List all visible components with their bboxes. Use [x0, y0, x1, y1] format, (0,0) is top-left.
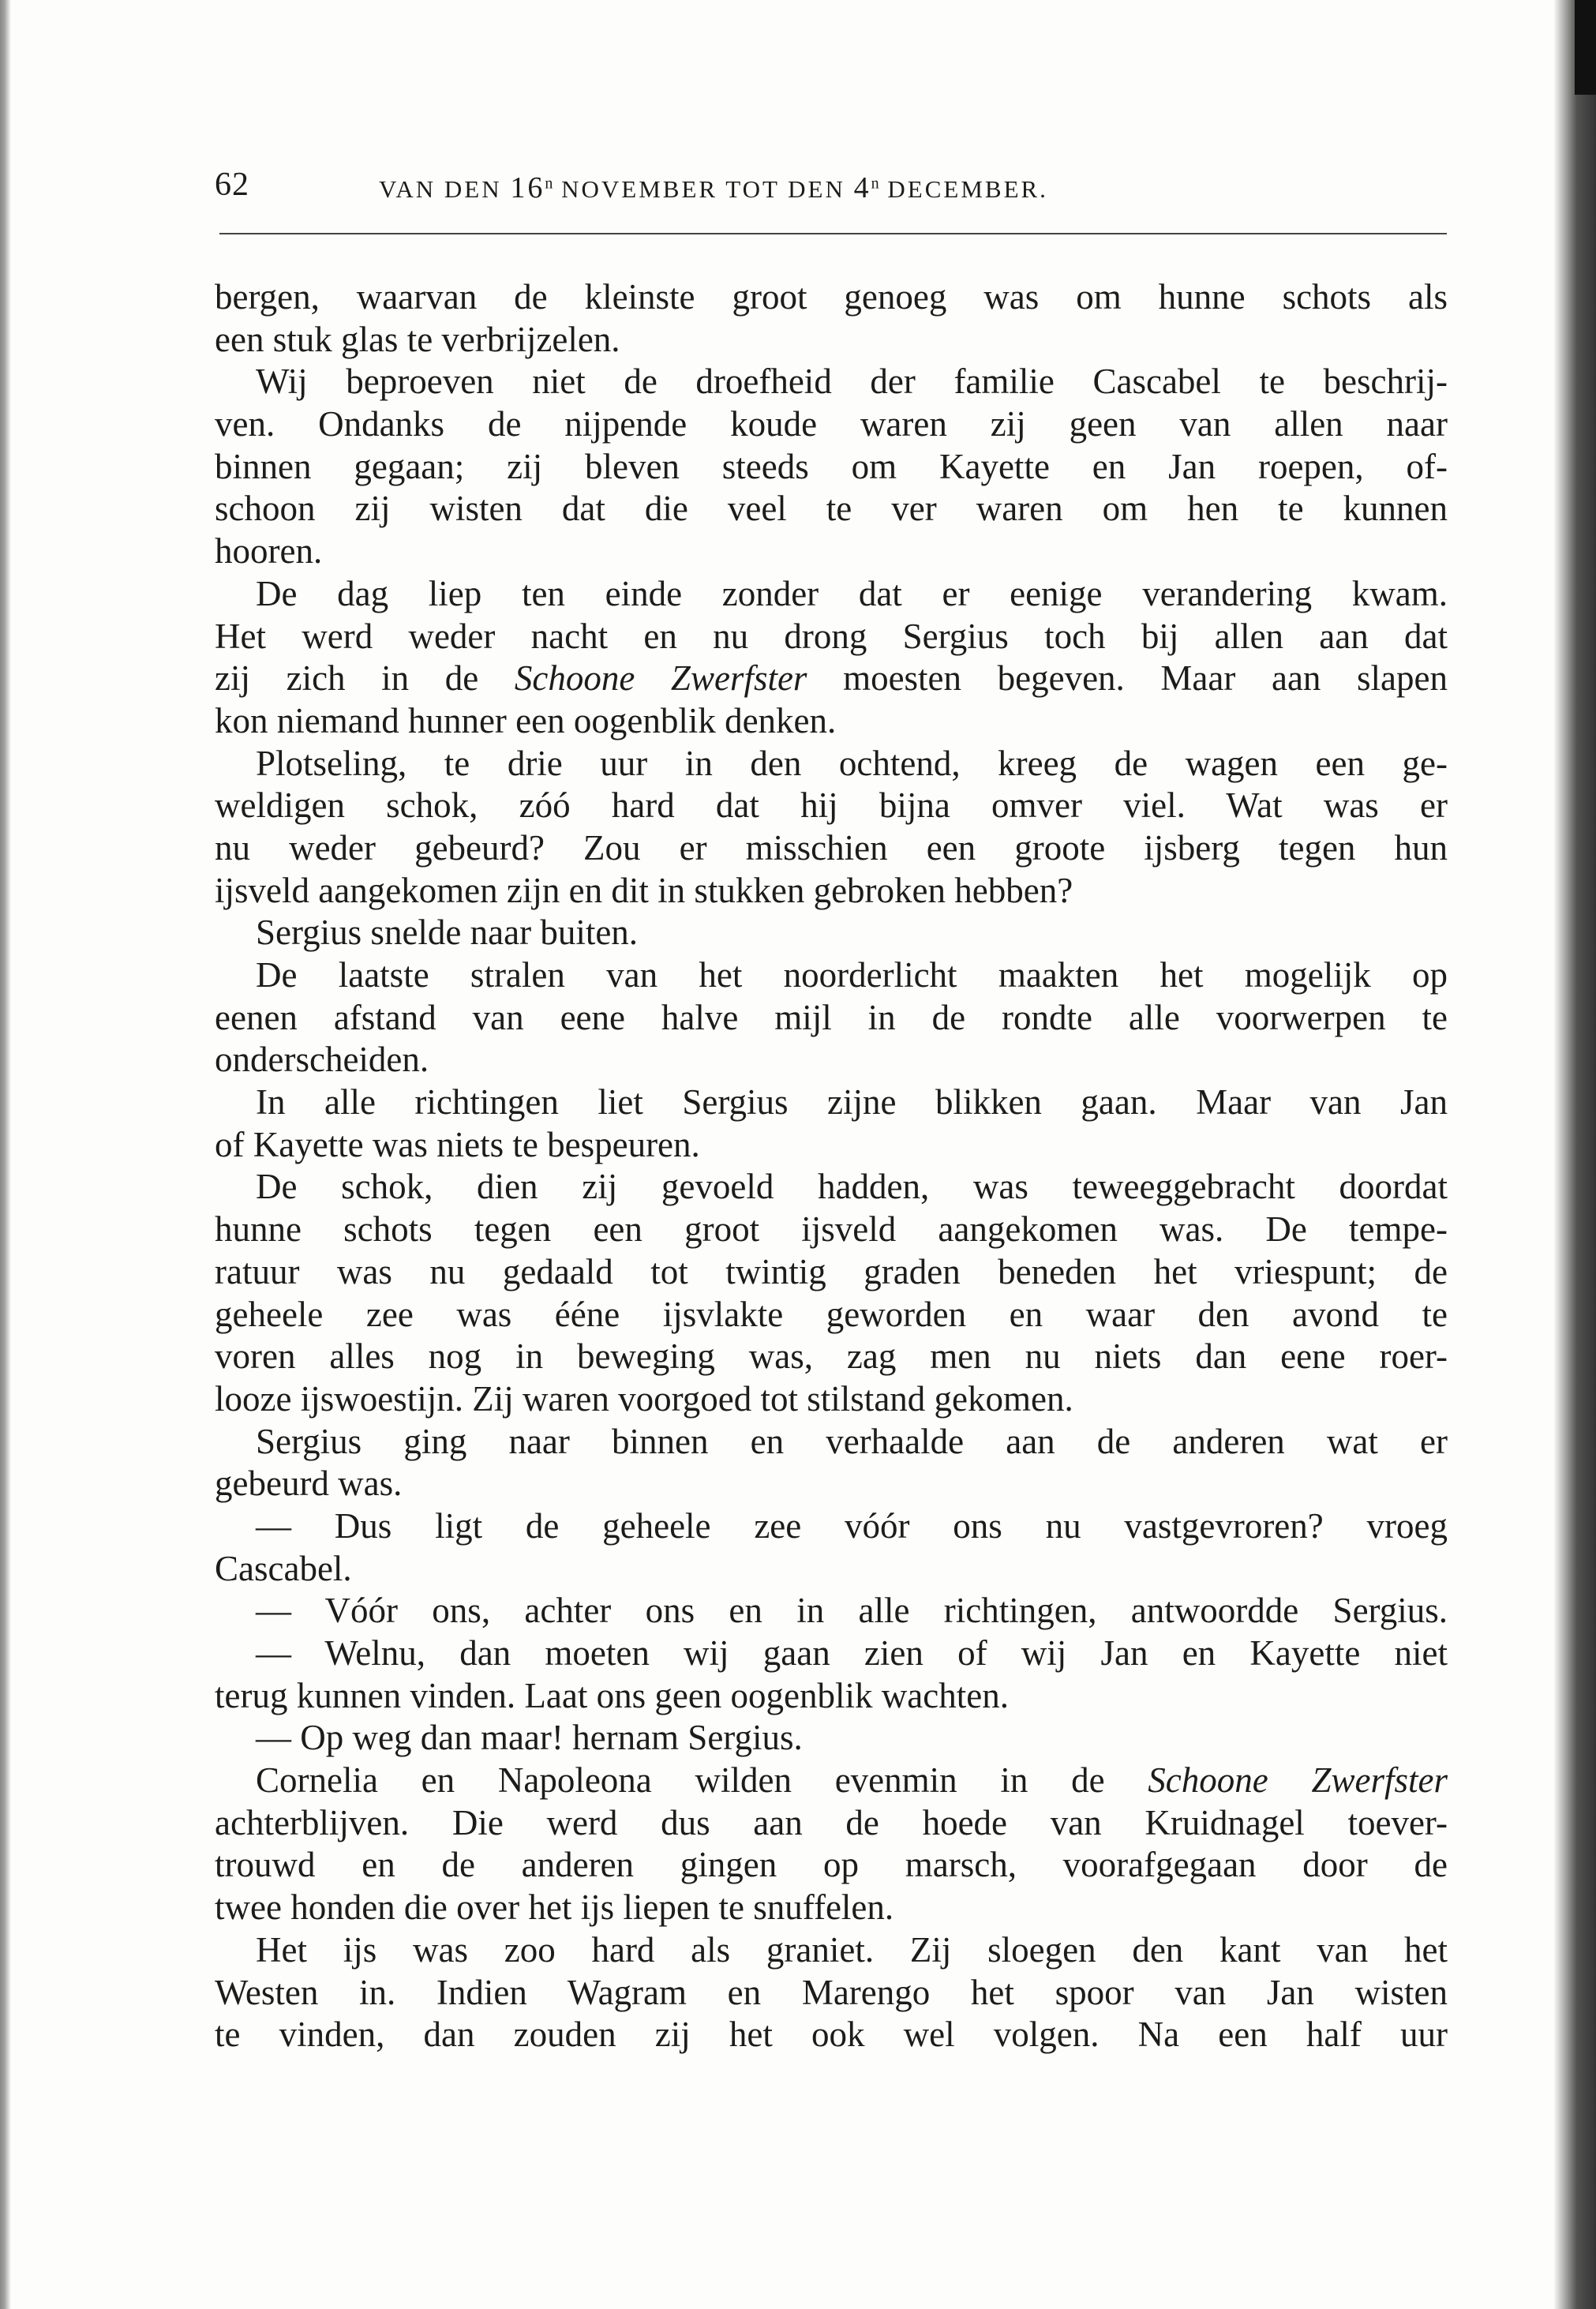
text-line: nu weder gebeurd? Zou er misschien een groote ijsberg tegen hun: [215, 827, 1448, 868]
text-line: bergen, waarvan de kleinste groot genoeg was om hunne schots als: [215, 277, 1448, 317]
text-line: — Op weg dan maar! hernam Sergius.: [256, 1718, 803, 1758]
text-line: te vinden, dan zouden zij het ook wel volgen. Na een half uur: [215, 2015, 1448, 2055]
text-line: terug kunnen vinden. Laat ons geen oogenblik wachten.: [215, 1675, 1009, 1715]
text-line: Cascabel.: [215, 1548, 352, 1588]
text-line: hunne schots tegen een groot ijsveld aangekomen was. De tempe-: [215, 1209, 1448, 1250]
text-line: — Welnu, dan moeten wij gaan zien of wij Jan en Kayette niet: [256, 1633, 1448, 1673]
text-line: voren alles nog in beweging was, zag men nu niets dan eene roer-: [215, 1336, 1448, 1377]
text-line: eenen afstand van eene halve mijl in de rondte alle voorwerpen te: [215, 997, 1448, 1037]
running-head: VAN DEN 16$^n$ NOVEMBER TOT DEN 4$^n$ DECEMBER.: [379, 171, 1048, 204]
text-line: Het ijs was zoo hard als graniet. Zij sloegen den kant van het: [256, 1929, 1448, 1970]
text-line: — Dus ligt de geheele zee vóór ons nu vastgevroren? vroeg: [256, 1505, 1448, 1546]
text-line: In alle richtingen liet Sergius zijne blikken gaan. Maar van Jan: [256, 1082, 1448, 1123]
page-number: 62: [215, 167, 249, 203]
text-line: hooren.: [215, 531, 323, 572]
text-line: achterblijven. Die werd dus aan de hoede van Kruidnagel toever-: [215, 1802, 1448, 1842]
text-line: Cornelia en Napoleona wilden evenmin in de Schoone Zwerfster: [256, 1760, 1448, 1801]
scan-edge-right: [1553, 0, 1596, 2309]
text-line: — Vóór ons, achter ons en in alle richtingen, antwoordde Sergius.: [256, 1591, 1448, 1631]
header-rule: [219, 233, 1447, 234]
text-line: kon niemand hunner een oogenblik denken.: [215, 700, 837, 740]
text-line: Het werd weder nacht en nu drong Sergius toch bij allen aan dat: [215, 616, 1448, 656]
text-line: een stuk glas te verbrijzelen.: [215, 319, 620, 359]
text-line: looze ijswoestijn. Zij waren voorgoed tot stilstand gekomen.: [215, 1378, 1073, 1419]
text-line: ijsveld aangekomen zijn en dit in stukken gebroken hebben?: [215, 870, 1073, 910]
text-line: ven. Ondanks de nijpende koude waren zij geen van allen naar: [215, 404, 1448, 444]
text-line: of Kayette was niets te bespeuren.: [215, 1124, 700, 1164]
text-line: De dag liep ten einde zonder dat er eenige verandering kwam.: [256, 573, 1448, 613]
text-line: Sergius ging naar binnen en verhaalde aan de anderen wat er: [256, 1421, 1448, 1461]
text-line: schoon zij wisten dat die veel te ver waren om hen te kunnen: [215, 489, 1448, 529]
text-line: Sergius snelde naar buiten.: [256, 913, 639, 953]
text-line: Plotseling, te drie uur in den ochtend, kreeg de wagen een ge-: [256, 743, 1448, 783]
scan-edge-left: [0, 0, 11, 2309]
text-line: Westen in. Indien Wagram en Marengo het spoor van Jan wisten: [215, 1972, 1448, 2012]
text-line: onderscheiden.: [215, 1040, 429, 1080]
text-line: binnen gegaan; zij bleven steeds om Kayette en Jan roepen, of-: [215, 446, 1448, 486]
text-line: De laatste stralen van het noorderlicht maakten het mogelijk op: [256, 955, 1448, 995]
text-line: De schok, dien zij gevoeld hadden, was teweeggebracht doordat: [256, 1167, 1448, 1207]
text-line: trouwd en de anderen gingen op marsch, voorafgegaan door de: [215, 1845, 1448, 1885]
text-line: Wij beproeven niet de droefheid der familie Cascabel te beschrij-: [256, 362, 1448, 402]
text-line: weldigen schok, zóó hard dat hij bijna omver viel. Wat was er: [215, 785, 1448, 826]
text-line: geheele zee was ééne ijsvlakte geworden en waar den avond te: [215, 1294, 1448, 1334]
text-line: ratuur was nu gedaald tot twintig graden beneden het vriespunt; de: [215, 1251, 1448, 1291]
italic-title: Schoone Zwerfster: [1148, 1760, 1448, 1801]
body-text: [215, 276, 1448, 2056]
text-line: gebeurd was.: [215, 1464, 403, 1504]
italic-title: Schoone Zwerfster: [514, 658, 807, 699]
scan-edge-corner: [1575, 0, 1596, 95]
text-line: zij zich in de Schoone Zwerfster moesten begeven. Maar aan slapen: [215, 658, 1448, 699]
page-header: [215, 166, 1446, 213]
text-line: twee honden die over het ijs liepen te snuffelen.: [215, 1887, 894, 1928]
